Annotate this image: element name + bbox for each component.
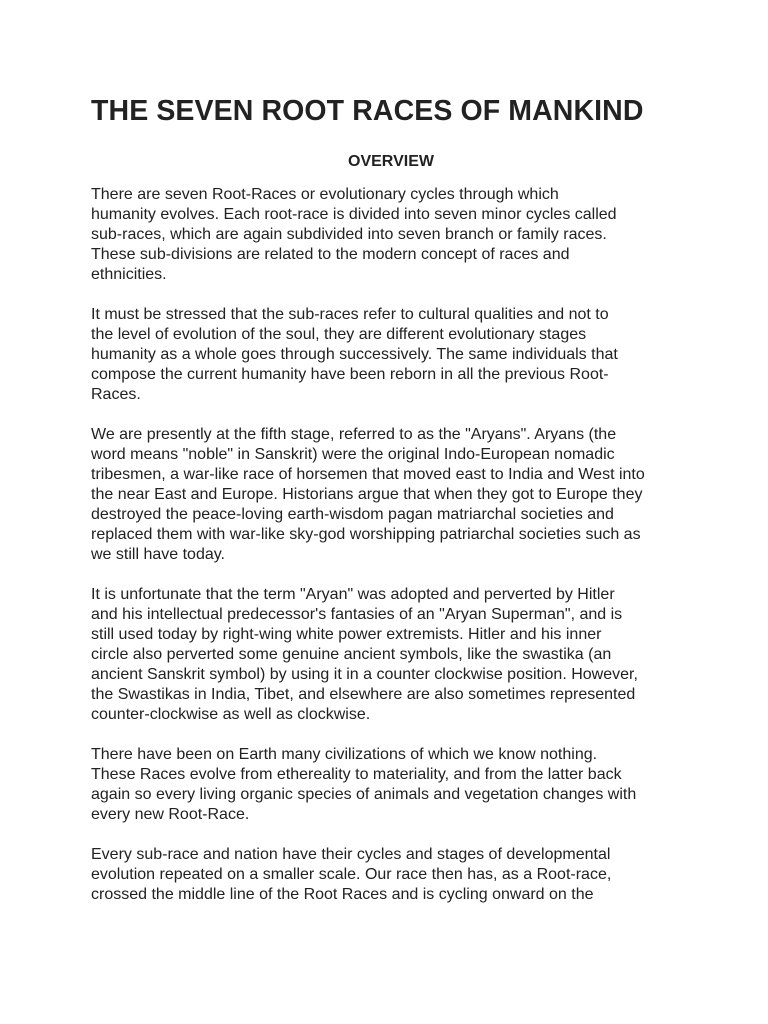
paragraph-civilizations: There have been on Earth many civilizations of which we know nothing. These Races evolve from ethereality to materiality, and from the latter back again so every living organic species of animals and vegetation changes with every new Root-Race. <box>91 746 637 823</box>
paragraph-aryans: We are presently at the fifth stage, referred to as the "Aryans". Aryans (the word means "noble" in Sanskrit) were the original Indo-European nomadic tribesmen, a war-like race of horsemen that moved east to India and West into the near East and Europe. Historians argue that when they got to Europe they destroyed the peace-loving earth-wisdom pagan matriarchal societies and replaced them with war-like sky-god worshipping patriarchal societies such as we still have today. <box>91 426 645 563</box>
section-heading-overview: OVERVIEW <box>348 153 434 170</box>
paragraph-aryan-term-perverted: It is unfortunate that the term "Aryan" was adopted and perverted by Hitler and his intellectual predecessor's fantasies of an "Aryan Superman", and is still used today by right-wing white power extremists. Hitler and his inner circle also perverted some genuine ancient symbols, like the swastika (an ancient Sanskrit symbol) by using it in a counter clockwise position. However, the Swastikas in India, Tibet, and elsewhere are also sometimes represented counter-clockwise as well as clockwise. <box>91 586 638 723</box>
paragraph-sub-races-cultural: It must be stressed that the sub-races refer to cultural qualities and not to the level of evolution of the soul, they are different evolutionary stages humanity as a whole goes through successively. The same individuals that compose the current humanity have been reborn in all the previous Root- Races. <box>91 306 618 403</box>
paragraph-root-races-intro: There are seven Root-Races or evolutionary cycles through which humanity evolves. Each root-race is divided into seven minor cycles called sub-races, which are again subdivided into seven branch or family races. These sub-divisions are related to the modern concept of races and ethnicities. <box>91 186 617 283</box>
document-title: THE SEVEN ROOT RACES OF MANKIND <box>91 95 644 127</box>
paragraph-sub-race-cycles: Every sub-race and nation have their cycles and stages of developmental evolution repeated on a smaller scale. Our race then has, as a Root-race, crossed the middle line of the Root Races and is cycling onward on the <box>91 846 612 903</box>
